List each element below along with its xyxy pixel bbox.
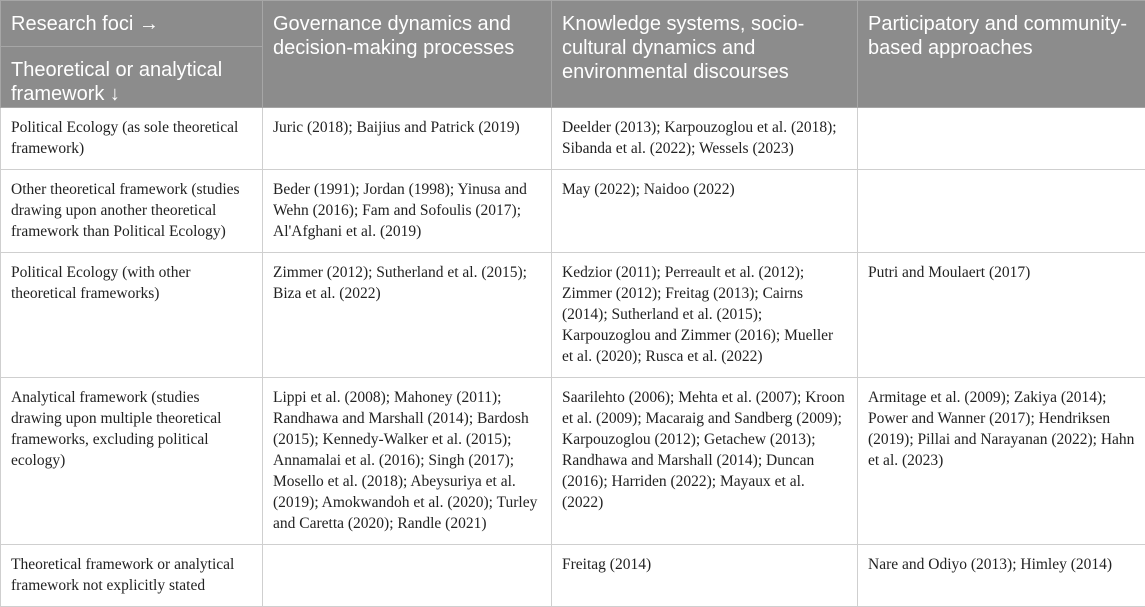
table-cell bbox=[858, 108, 1145, 170]
table-body bbox=[1, 108, 1145, 607]
table-cell: Freitag (2014) bbox=[552, 545, 858, 607]
table-row bbox=[1, 108, 1145, 170]
table-row bbox=[1, 253, 1145, 378]
table-row bbox=[1, 545, 1145, 607]
table-cell: May (2022); Naidoo (2022) bbox=[552, 170, 858, 253]
table-cell: Armitage et al. (2009); Zakiya (2014); Power and Wanner (2017); Hendriksen (2019); Pillai and Narayanan (2022); Hahn et al. (2023) bbox=[858, 378, 1145, 545]
column-header-participatory: Participatory and community-based approaches bbox=[858, 1, 1145, 108]
row-label: Political Ecology (as sole theoretical framework) bbox=[1, 108, 263, 170]
table-cell: Nare and Odiyo (2013); Himley (2014) bbox=[858, 545, 1145, 607]
table-cell: Deelder (2013); Karpouzoglou et al. (2018); Sibanda et al. (2022); Wessels (2023) bbox=[552, 108, 858, 170]
row-label: Analytical framework (studies drawing upon multiple theoretical frameworks, excluding political ecology) bbox=[1, 378, 263, 545]
row-label: Political Ecology (with other theoretical frameworks) bbox=[1, 253, 263, 378]
research-foci-label: Research foci → bbox=[1, 1, 262, 47]
table-cell bbox=[263, 545, 552, 607]
table-cell: Juric (2018); Baijius and Patrick (2019) bbox=[263, 108, 552, 170]
table-row bbox=[1, 170, 1145, 253]
column-header-governance: Governance dynamics and decision-making processes bbox=[263, 1, 552, 108]
table-cell: Lippi et al. (2008); Mahoney (2011); Randhawa and Marshall (2014); Bardosh (2015); Kennedy-Walker et al. (2015); Annamalai et al. (2016); Singh (2017); Mosello et al. (2018); Abeysuriya et al. (2019); Amokwandoh et al. (2020); Turley and Caretta (2020); Randle (2021) bbox=[263, 378, 552, 545]
table-cell: Saarilehto (2006); Mehta et al. (2007); Kroon et al. (2009); Macaraig and Sandberg (2009); Karpouzoglou (2012); Getachew (2013); Randhawa and Marshall (2014); Duncan (2016); Harriden (2022); Mayaux et al. (2022) bbox=[552, 378, 858, 545]
row-label: Other theoretical framework (studies drawing upon another theoretical framework than Political Ecology) bbox=[1, 170, 263, 253]
table-row bbox=[1, 378, 1145, 545]
row-label: Theoretical framework or analytical framework not explicitly stated bbox=[1, 545, 263, 607]
table-cell: Putri and Moulaert (2017) bbox=[858, 253, 1145, 378]
table-header bbox=[1, 1, 1145, 108]
column-header-knowledge-systems: Knowledge systems, socio-cultural dynamics and environmental discourses bbox=[552, 1, 858, 108]
table-cell: Beder (1991); Jordan (1998); Yinusa and Wehn (2016); Fam and Sofoulis (2017); Al'Afghani et al. (2019) bbox=[263, 170, 552, 253]
table-cell: Kedzior (2011); Perreault et al. (2012); Zimmer (2012); Freitag (2013); Cairns (2014); Sutherland et al. (2015); Karpouzoglou and Zimmer (2016); Mueller et al. (2020); Rusca et al. (2022) bbox=[552, 253, 858, 378]
header-row bbox=[1, 1, 1145, 108]
table-cell bbox=[858, 170, 1145, 253]
framework-label: Theoretical or analytical framework ↓ bbox=[1, 47, 262, 106]
header-corner-cell bbox=[1, 1, 263, 108]
table-cell: Zimmer (2012); Sutherland et al. (2015); Biza et al. (2022) bbox=[263, 253, 552, 378]
